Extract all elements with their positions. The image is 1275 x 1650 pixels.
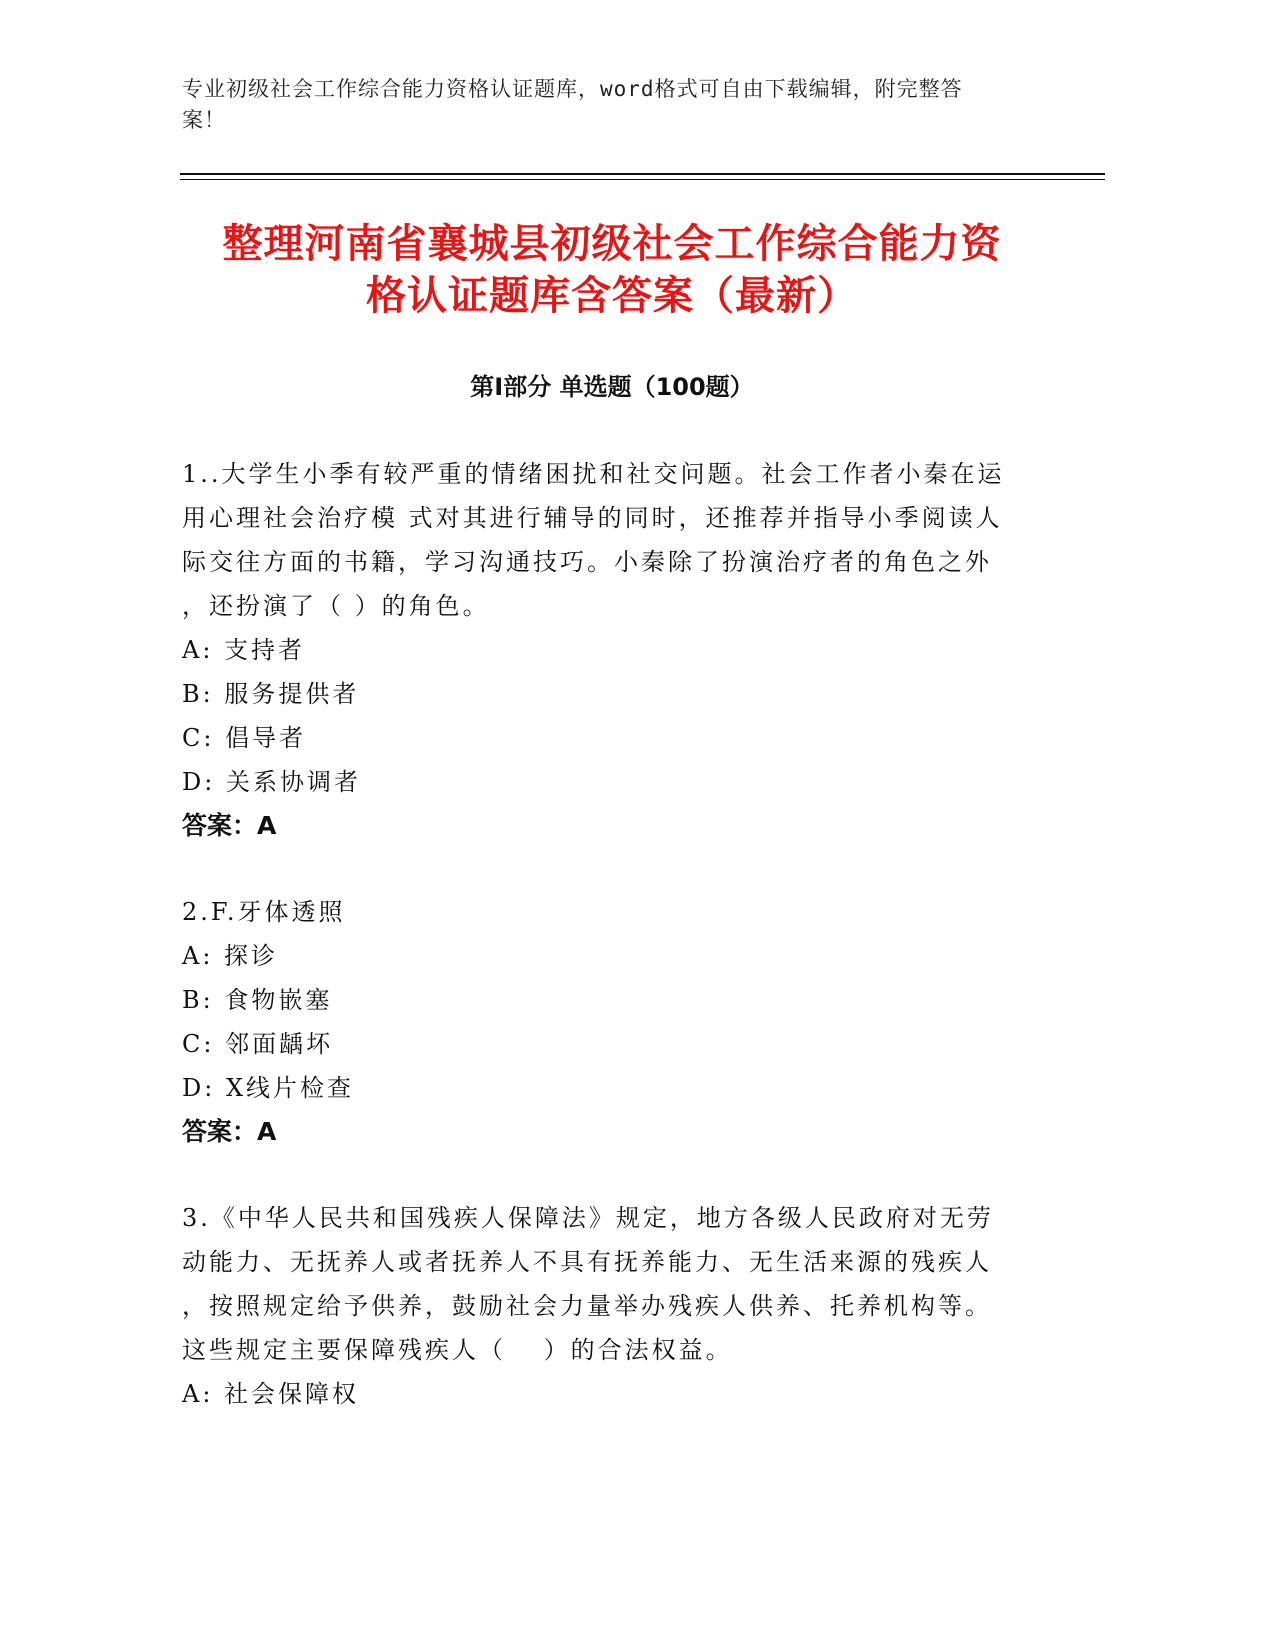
answer-label: 答案：A (182, 1117, 277, 1146)
document-title-line: 格认证题库含答案（最新） (366, 273, 858, 319)
question-stem-line: ，还扮演了（ ）的角色。 (182, 592, 490, 620)
question-stem-line: ，按照规定给予供养，鼓励社会力量举办残疾人供养、托养机构等。 (182, 1292, 992, 1320)
question-stem-line: 这些规定主要保障残疾人（ ）的合法权益。 (182, 1336, 733, 1364)
question-stem-line: 1..大学生小季有较严重的情绪困扰和社交问题。社会工作者小秦在运 (182, 460, 1005, 488)
question-list (182, 452, 1042, 1458)
section-title: 第Ⅰ部分 单选题（100题） (470, 373, 754, 401)
question-3 (182, 1196, 1042, 1416)
option-b: B: 食物嵌塞 (182, 986, 333, 1014)
answer-label: 答案：A (182, 811, 277, 840)
question-stem-line: 际交往方面的书籍，学习沟通技巧。小秦除了扮演治疗者的角色之外 (182, 548, 992, 576)
question-1 (182, 452, 1042, 848)
option-d: D: X线片检查 (182, 1074, 355, 1102)
option-a: A: 社会保障权 (182, 1380, 360, 1408)
header-divider-thin (180, 179, 1105, 180)
question-stem-line: 动能力、无抚养人或者抚养人不具有抚养能力、无生活来源的残疾人 (182, 1248, 992, 1276)
option-a: A: 探诊 (182, 942, 279, 970)
option-c: C: 倡导者 (182, 724, 307, 752)
question-stem-line: 2.F.牙体透照 (182, 898, 346, 926)
question-2 (182, 890, 1042, 1154)
option-d: D: 关系协调者 (182, 768, 361, 796)
document-title (182, 218, 1042, 322)
question-stem-line: 3.《中华人民共和国残疾人保障法》规定，地方各级人民政府对无劳 (182, 1204, 994, 1232)
header-note-line: 案！ (182, 108, 226, 132)
header-note (182, 74, 1022, 136)
document-title-line: 整理河南省襄城县初级社会工作综合能力资 (222, 221, 1002, 267)
option-a: A: 支持者 (182, 636, 306, 664)
option-b: B: 服务提供者 (182, 680, 360, 708)
option-c: C: 邻面龋坏 (182, 1030, 334, 1058)
question-stem-line: 用心理社会治疗模 式对其进行辅导的同时，还推荐并指导小季阅读人 (182, 504, 1003, 532)
header-divider-thick (180, 173, 1105, 175)
header-note-line: 专业初级社会工作综合能力资格认证题库，word格式可自由下载编辑，附完整答 (182, 77, 963, 101)
